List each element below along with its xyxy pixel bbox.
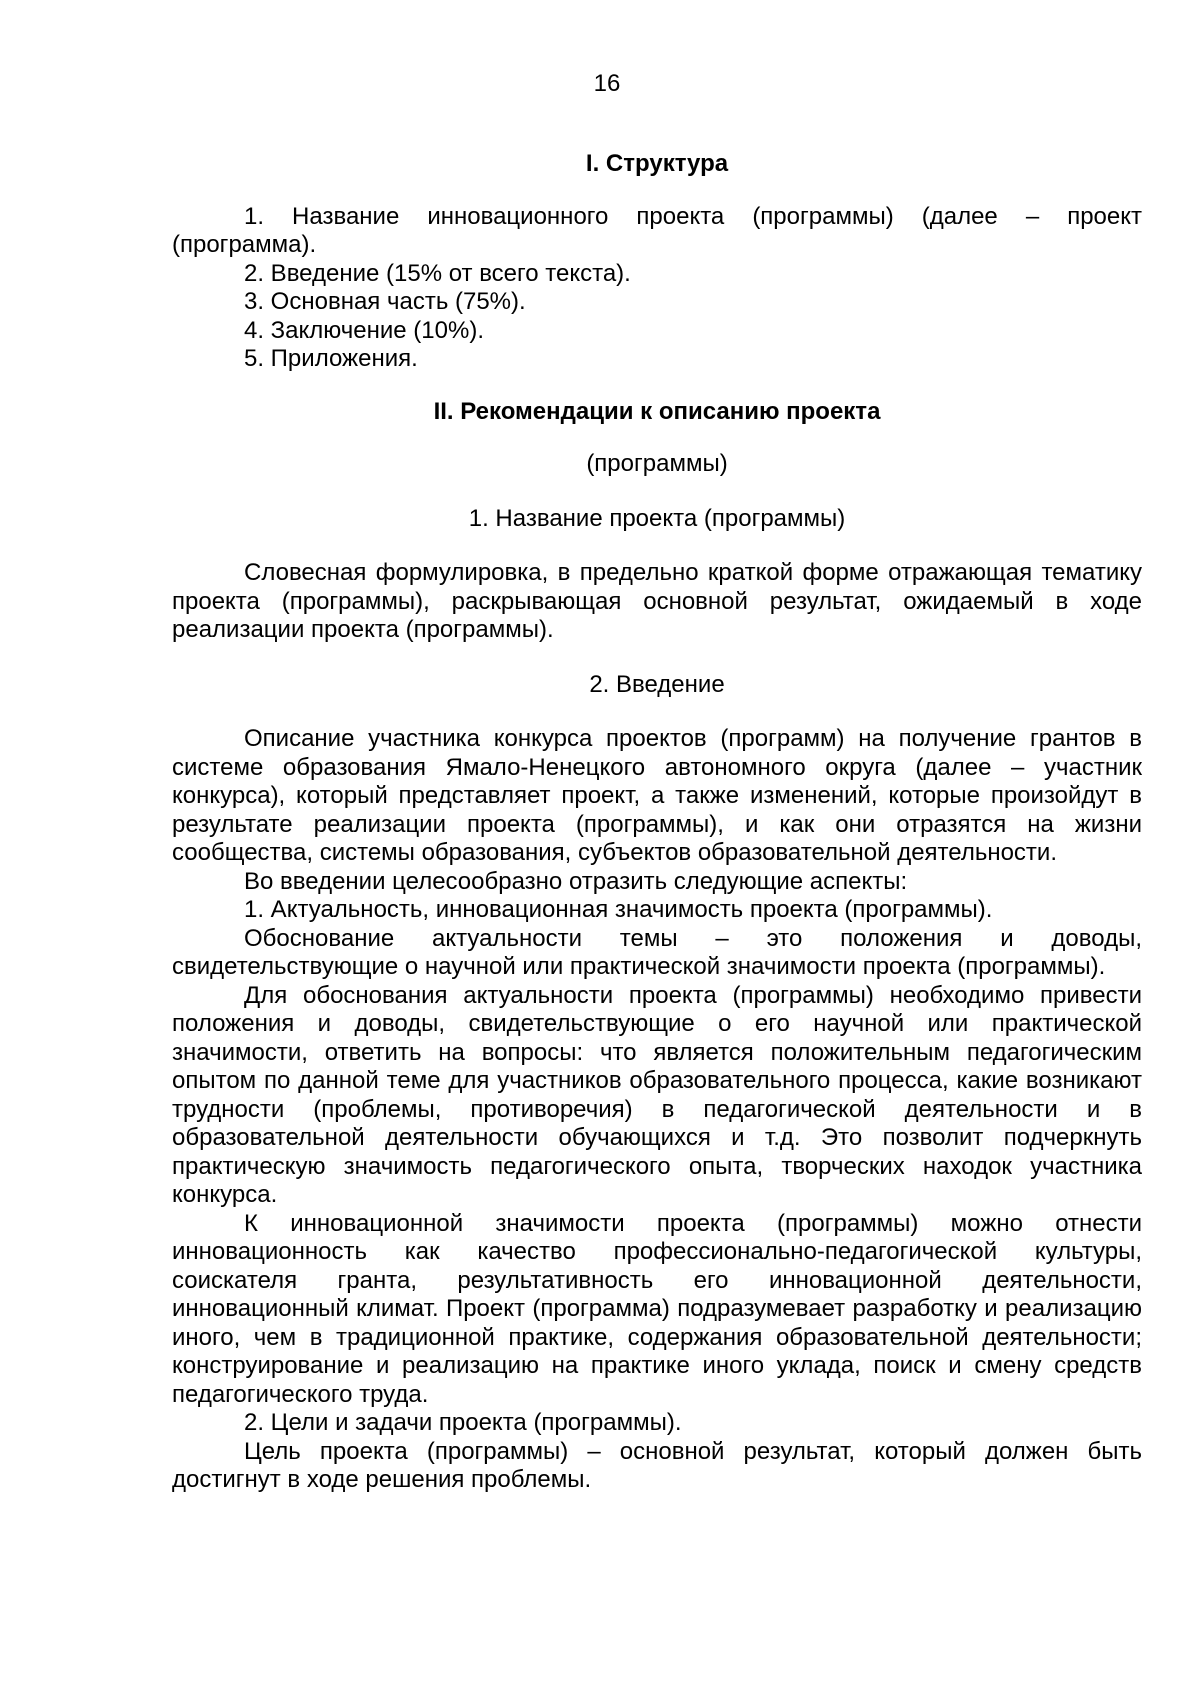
introduction-paragraph-8: Цель проекта (программы) – основной результат, который должен быть достигнут в ходе решения проблемы. [172,1437,1142,1493]
subsection-1-paragraph: Словесная формулировка, в предельно краткой форме отражающая тематику проекта (программы), раскрывающая основной результат, ожидаемый в ходе реализации проекта (программы). [172,559,1142,643]
introduction-paragraph-7: 2. Цели и задачи проекта (программы). [244,1409,682,1436]
structure-item-2: 2. Введение (15% от всего текста). [244,259,631,287]
introduction-paragraph-6: К инновационной значимости проекта (программы) можно отнести инновационность как качество профессионально-педагогической культуры, соискателя гранта, результативность его инновационной деятельности, инновационный климат. Проект (программа) подразумевает разработку и реализацию иного, чем в традиционной практике, содержания образовательной деятельности; конструирование и реализацию на практике иного уклада, поиск и смену средств педагогического труда. [172,1209,1142,1408]
subsection-2-title: 2. Введение [589,670,725,698]
section-2-title-continued: (программы) [586,450,728,477]
introduction-paragraph-4: Обоснование актуальности темы – это положения и доводы, свидетельствующие о научной или практической значимости проекта (программы). [172,924,1142,980]
structure-item-4: 4. Заключение (10%). [244,316,484,344]
structure-item-3: 3. Основная часть (75%). [244,288,526,315]
introduction-paragraph-5: Для обоснования актуальности проекта (программы) необходимо привести положения и доводы, свидетельствующие о его научной или практической значимости, ответить на вопросы: что является положительным педагогическим опытом по данной теме для участников образовательного процесса, какие возникают трудности (проблемы, противоречия) в педагогической деятельности и в образовательной деятельности обучающихся и т.д. Это позволит подчеркнуть практическую значимость педагогического опыта, творческих находок участника конкурса. [172,981,1142,1208]
subsection-1-title: 1. Название проекта (программы) [468,504,846,532]
section-2-title: II. Рекомендации к описанию проекта [433,397,881,425]
document-body [172,150,1142,1495]
structure-item-5: 5. Приложения. [244,345,418,372]
introduction-paragraph-1: Описание участника конкурса проектов (программ) на получение грантов в системе образования Ямало-Ненецкого автономного округа (далее – участник конкурса), который представляет проект, а также изменений, которые произойдут в результате реализации проекта (программы), и как они отразятся на жизни сообщества, системы образования, субъектов образовательной деятельности. [172,725,1142,866]
introduction-paragraph-2: Во введении целесообразно отразить следующие аспекты: [244,867,908,895]
section-1-title: I. Структура [585,150,729,177]
page-number: 16 [593,70,621,97]
introduction-paragraph-3: 1. Актуальность, инновационная значимость проекта (программы). [244,896,993,923]
structure-item-1: 1. Название инновационного проекта (программы) (далее – проект (программа). [172,202,1142,258]
